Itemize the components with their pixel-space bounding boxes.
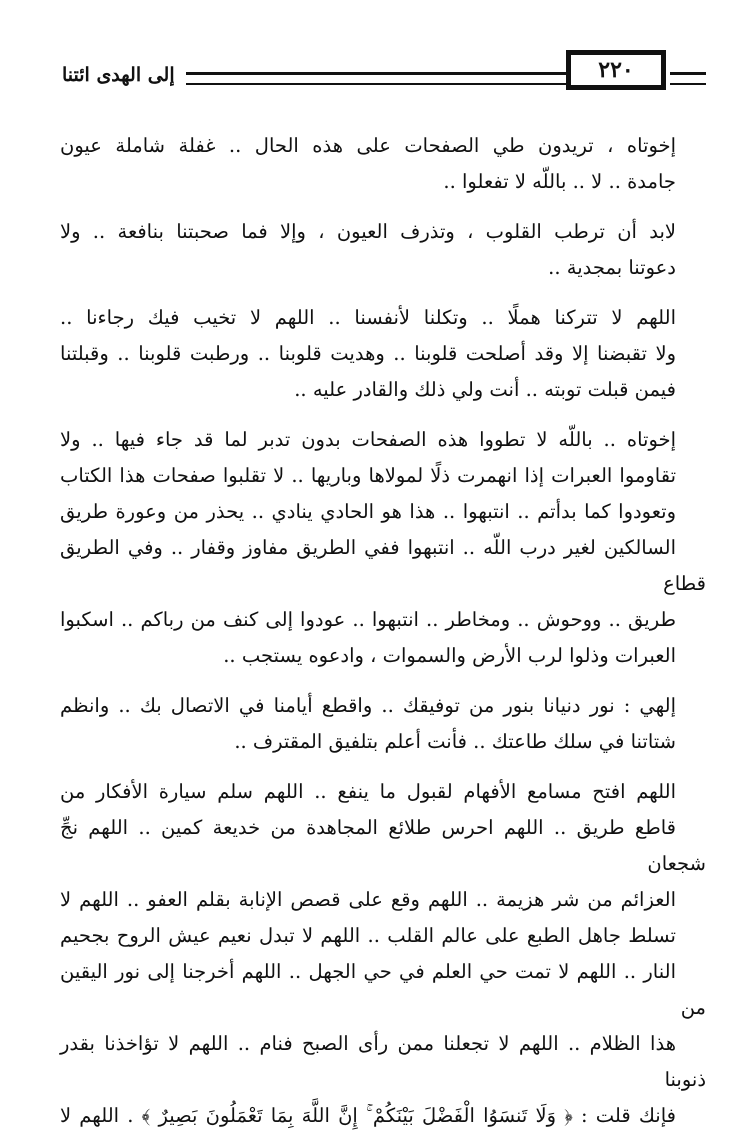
text-line: النار .. اللهم لا تمت حي العلم في حي الجهل .. اللهم أخرجنا إلى نور اليقين من bbox=[60, 960, 706, 1019]
text-line: إخوتاه ، تريدون طي الصفحات على هذه الحال .. غفلة شاملة عيون bbox=[60, 134, 676, 157]
paragraph bbox=[60, 688, 706, 760]
paragraph bbox=[60, 422, 706, 674]
book-title: إلى الهدى ائتنا bbox=[62, 64, 175, 86]
running-header bbox=[58, 58, 708, 98]
text-line: العبرات وذلوا لرب الأرض والسموات ، وادعوه يستجب .. bbox=[223, 644, 676, 667]
text-line: شتاتنا في سلك طاعتك .. فأنت أعلم بتلفيق المقترف .. bbox=[234, 730, 676, 753]
quran-verse-line: فإنك قلت : ﴿ وَلَا تَنسَوُا الْفَضْلَ بَيْنَكُمْ ۚ إِنَّ اللَّهَ بِمَا تَعْمَلُونَ بَصِيرٌ ﴾ . اللهم لا bbox=[60, 1104, 676, 1127]
text-line: اللهم لا تتركنا هملًا .. وتكلنا لأنفسنا .. اللهم لا تخيب فيك رجاءنا .. bbox=[60, 306, 676, 329]
text-line: ولا تقبضنا إلا وقد أصلحت قلوبنا .. وهديت قلوبنا .. ورطبت قلوبنا .. وقبلتنا bbox=[60, 342, 676, 365]
text-line: طريق .. ووحوش .. ومخاطر .. انتبهوا .. عودوا إلى كنف من رباكم .. اسكبوا bbox=[60, 608, 676, 631]
text-line: إلهي : نور دنيانا بنور من توفيقك .. واقطع أيامنا في الاتصال بك .. وانظم bbox=[60, 694, 676, 717]
text-line: اللهم افتح مسامع الأفهام لقبول ما ينفع .. اللهم سلم سيارة الأفكار من bbox=[60, 780, 676, 803]
paragraph bbox=[60, 774, 706, 1134]
text-line: السالكين لغير درب اللّه .. انتبهوا ففي الطريق مفاوز وقفار .. وفي الطريق قطاع bbox=[60, 536, 706, 595]
text-line: تقاوموا العبرات إذا انهمرت ذلًا لمولاها وباريها .. لا تقلبوا صفحات هذا الكتاب bbox=[60, 464, 676, 487]
paragraph bbox=[60, 214, 706, 286]
text-line: قاطع طريق .. اللهم احرس طلائع المجاهدة من خديعة كمين .. اللهم نجِّ شجعان bbox=[60, 816, 706, 875]
text-line: لابد أن ترطب القلوب ، وتذرف العيون ، وإلا فما صحبتنا بنافعة .. ولا bbox=[60, 220, 676, 243]
header-rule-right bbox=[670, 72, 706, 85]
text-line: وتعودوا كما بدأتم .. انتبهوا .. هذا هو الحادي ينادي .. يحذر من وعورة طريق bbox=[60, 500, 676, 523]
paragraph bbox=[60, 128, 706, 200]
text-line: العزائم من شر هزيمة .. اللهم وقع على قصص الإنابة بقلم العفو .. اللهم لا bbox=[60, 888, 676, 911]
text-line: جامدة .. لا .. باللّه لا تفعلوا .. bbox=[443, 170, 676, 193]
text-line: إخوتاه .. باللّه لا تطووا هذه الصفحات بدون تدبر لما قد جاء فيها .. ولا bbox=[60, 428, 676, 451]
text-line: دعوتنا بمجدية .. bbox=[548, 256, 676, 279]
header-rule-left bbox=[186, 72, 566, 85]
text-line: تسلط جاهل الطبع على عالم القلب .. اللهم لا تبدل نعيم عيش الروح بجحيم bbox=[60, 924, 676, 947]
page-number: ٢٢٠ bbox=[566, 50, 666, 90]
paragraph bbox=[60, 300, 706, 408]
page-body bbox=[60, 128, 706, 1148]
text-line: فيمن قبلت توبته .. أنت ولي ذلك والقادر عليه .. bbox=[294, 378, 676, 401]
text-line: هذا الظلام .. اللهم لا تجعلنا ممن رأى الصبح فنام .. اللهم لا تؤاخذنا بقدر ذنوبنا bbox=[60, 1032, 706, 1091]
